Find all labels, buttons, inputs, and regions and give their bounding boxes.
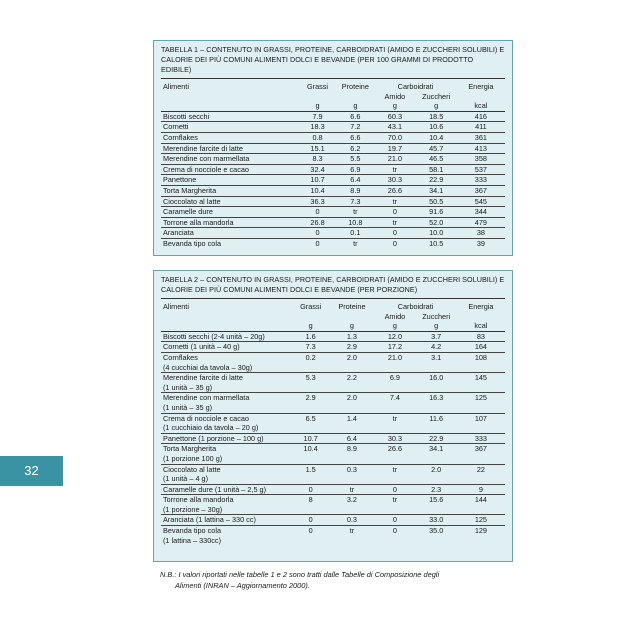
value-cell: 0 xyxy=(315,228,320,238)
food-name-cell: Bevanda tipo cola (1 lattina – 330cc) xyxy=(163,526,222,545)
table-row xyxy=(161,185,505,196)
value-cell: 10.4 xyxy=(310,185,325,195)
value-cell: tr xyxy=(353,238,358,248)
value-cell: 15.6 xyxy=(429,495,444,505)
table1-panel xyxy=(153,40,513,256)
value-cell: 8 xyxy=(308,495,313,505)
table-row xyxy=(161,464,505,484)
value-cell: 22 xyxy=(476,464,485,474)
value-cell: 537 xyxy=(474,164,487,174)
value-cell: 10.4 xyxy=(429,132,444,142)
value-cell: 18.5 xyxy=(429,111,444,121)
value-cell: 0.1 xyxy=(350,228,361,238)
value-cell: 6.6 xyxy=(350,111,361,121)
food-name-cell: Cornflakes xyxy=(163,132,198,142)
table1-title: TABELLA 1 – CONTENUTO IN GRASSI, PROTEINE, CARBOIDRATI (AMIDO E ZUCCHERI SOLUBILI) E CALORIE DEI PIÙ COMUNI ALIMENTI DOLCI E BEVANDE (PER 100 GRAMMI DI PRODOTTO EDIBILE) xyxy=(161,45,505,74)
value-cell: 9 xyxy=(478,484,483,494)
value-cell: 60.3 xyxy=(387,111,402,121)
value-cell: 6.6 xyxy=(350,132,361,142)
value-cell: 333 xyxy=(474,175,487,185)
food-name-cell: Merendine con marmellata (1 unità – 35 g) xyxy=(163,393,250,412)
value-cell: 30.3 xyxy=(387,175,402,185)
value-cell: 0 xyxy=(315,238,320,248)
value-cell: 35.0 xyxy=(429,526,444,536)
value-cell: 10.4 xyxy=(303,444,318,454)
value-cell: 125 xyxy=(474,515,487,525)
value-cell: 0 xyxy=(392,515,397,525)
value-cell: 333 xyxy=(474,433,487,443)
value-cell: 0 xyxy=(392,207,397,217)
value-cell: 0 xyxy=(308,515,313,525)
value-cell: 144 xyxy=(474,495,487,505)
table1 xyxy=(161,78,505,249)
value-cell: 12.0 xyxy=(387,331,403,341)
unit-proteine: g xyxy=(336,101,374,111)
value-cell: 33.0 xyxy=(429,515,444,525)
value-cell: 22.9 xyxy=(429,433,444,443)
food-name-cell: Cioccolato al latte (1 unità – 4 g) xyxy=(163,464,221,484)
value-cell: 17.2 xyxy=(387,342,403,352)
value-cell: 7.2 xyxy=(350,122,361,132)
value-cell: 108 xyxy=(474,352,487,362)
col-header-carboidrati: Carboidrati xyxy=(374,79,457,92)
food-name-cell: Torrone alla mandorla xyxy=(163,217,234,227)
value-cell: tr xyxy=(392,464,398,474)
value-cell: 4.2 xyxy=(431,342,442,352)
food-name-cell: Torta Margherita (1 porzione 100 g) xyxy=(163,444,223,463)
value-cell: 16.0 xyxy=(429,373,444,383)
table-row xyxy=(161,515,505,526)
value-cell: 1.3 xyxy=(346,331,357,341)
table-row xyxy=(161,495,505,515)
value-cell: 145 xyxy=(474,373,487,383)
table1-body xyxy=(161,111,505,248)
value-cell: 2.9 xyxy=(346,342,357,352)
value-cell: 34.1 xyxy=(429,444,444,454)
footnote-line-2: Alimenti (INRAN – Aggiornamento 2000). xyxy=(175,580,310,590)
food-name-cell: Panettone (1 porzione – 100 g) xyxy=(163,433,264,443)
table-row xyxy=(161,132,505,143)
col-header-alimenti: Alimenti xyxy=(161,299,292,312)
food-name-cell: Cioccolato al latte xyxy=(163,196,221,206)
table-row xyxy=(161,122,505,133)
value-cell: 6.2 xyxy=(350,143,361,153)
value-cell: 125 xyxy=(474,393,487,403)
value-cell: 38 xyxy=(476,228,485,238)
value-cell: 32.4 xyxy=(310,164,325,174)
food-name-cell: Panettone xyxy=(163,175,197,185)
value-cell: 50.5 xyxy=(429,196,444,206)
value-cell: 0 xyxy=(315,207,320,217)
value-cell: 0.8 xyxy=(312,132,323,142)
value-cell: tr xyxy=(392,164,398,174)
value-cell: 10.0 xyxy=(429,228,444,238)
table-row xyxy=(161,413,505,433)
footnote-line-1: N.B.: I valori riportati nelle tabelle 1 e 2 sono tratti dalle Tabelle di Composizione degli xyxy=(160,570,440,579)
food-name-cell: Crema di nocciole e cacao xyxy=(163,164,249,174)
table-row xyxy=(161,444,505,464)
table-row xyxy=(161,526,505,546)
value-cell: tr xyxy=(353,207,358,217)
col-header-amido: Amido xyxy=(384,91,406,101)
value-cell: 0.3 xyxy=(346,515,357,525)
col-header-grassi: Grassi xyxy=(292,299,330,312)
value-cell: 545 xyxy=(474,196,487,206)
food-name-cell: Crema di nocciole e cacao (1 cucchiaio da tavola – 20 g) xyxy=(163,413,259,433)
value-cell: 21.0 xyxy=(387,154,402,164)
value-cell: tr xyxy=(392,495,398,505)
value-cell: 1.5 xyxy=(305,464,316,474)
value-cell: 7.3 xyxy=(350,196,361,206)
value-cell: 3.1 xyxy=(431,352,442,362)
unit-energia: kcal xyxy=(457,101,505,111)
value-cell: 10.7 xyxy=(303,433,318,443)
table-row xyxy=(161,217,505,228)
table-row xyxy=(161,143,505,154)
value-cell: tr xyxy=(392,196,398,206)
value-cell: 26.8 xyxy=(310,217,325,227)
food-name-cell: Caramelle dure (1 unità – 2,5 g) xyxy=(163,484,267,494)
value-cell: 479 xyxy=(474,217,487,227)
table-row xyxy=(161,196,505,207)
table-row xyxy=(161,433,505,444)
value-cell: 26.6 xyxy=(387,185,402,195)
value-cell: 39 xyxy=(476,238,485,248)
value-cell: 10.5 xyxy=(429,238,444,248)
table-row xyxy=(161,207,505,218)
value-cell: 2.9 xyxy=(305,393,316,403)
value-cell: 0 xyxy=(392,526,397,536)
value-cell: tr xyxy=(392,413,398,423)
value-cell: 34.1 xyxy=(429,185,444,195)
food-name-cell: Biscotti secchi xyxy=(163,111,210,121)
unit-amido: g xyxy=(374,101,415,111)
table2 xyxy=(161,298,505,545)
value-cell: 36.3 xyxy=(310,196,325,206)
value-cell: tr xyxy=(349,526,355,536)
value-cell: 6.4 xyxy=(346,433,357,443)
table-row xyxy=(161,238,505,248)
table-row xyxy=(161,154,505,165)
col-header-carboidrati: Carboidrati xyxy=(374,299,457,312)
col-header-zuccheri: Zuccheri xyxy=(422,311,451,321)
value-cell: 0 xyxy=(392,228,397,238)
value-cell: 1.6 xyxy=(305,331,316,341)
value-cell: 416 xyxy=(474,111,487,121)
table-row xyxy=(161,175,505,186)
value-cell: 52.0 xyxy=(429,217,444,227)
value-cell: 411 xyxy=(475,122,487,132)
table2-panel xyxy=(153,270,513,562)
value-cell: 10.7 xyxy=(310,175,325,185)
value-cell: 2.0 xyxy=(346,393,357,403)
food-name-cell: Torrone alla mandorla (1 porzione – 30g) xyxy=(163,495,234,514)
unit-amido: g xyxy=(374,321,415,331)
table-row xyxy=(161,393,505,413)
value-cell: 107 xyxy=(474,413,487,423)
unit-zuccheri: g xyxy=(416,101,457,111)
food-name-cell: Caramelle dure xyxy=(163,207,213,217)
unit-zuccheri: g xyxy=(416,321,457,331)
value-cell: 18.3 xyxy=(310,122,325,132)
value-cell: 2.0 xyxy=(346,352,357,362)
value-cell: 0 xyxy=(308,484,313,494)
value-cell: 6.4 xyxy=(350,175,361,185)
value-cell: 0.2 xyxy=(305,352,316,362)
food-name-cell: Cornetti (1 unità – 40 g) xyxy=(163,342,240,352)
unit-grassi: g xyxy=(299,101,337,111)
value-cell: 358 xyxy=(474,154,487,164)
page-number: 32 xyxy=(0,456,63,486)
value-cell: 5.3 xyxy=(305,373,316,383)
value-cell: 1.4 xyxy=(346,413,357,423)
value-cell: 361 xyxy=(474,132,487,142)
value-cell: tr xyxy=(392,217,398,227)
value-cell: 46.5 xyxy=(429,154,444,164)
value-cell: 164 xyxy=(474,342,487,352)
unit-energia: kcal xyxy=(457,321,505,331)
value-cell: 7.9 xyxy=(312,111,323,121)
value-cell: 45.7 xyxy=(429,143,444,153)
value-cell: 367 xyxy=(474,444,487,454)
value-cell: 6.9 xyxy=(350,164,361,174)
col-header-proteine: Proteine xyxy=(330,299,375,312)
value-cell: 58.1 xyxy=(429,164,444,174)
table-row xyxy=(161,342,505,353)
col-header-grassi: Grassi xyxy=(299,79,337,92)
value-cell: 8.9 xyxy=(350,185,361,195)
value-cell: 0 xyxy=(392,238,397,248)
col-header-energia: Energia xyxy=(457,299,505,312)
table2-body xyxy=(161,331,505,545)
value-cell: 21.0 xyxy=(387,352,403,362)
value-cell: 0 xyxy=(392,484,397,494)
value-cell: 83 xyxy=(476,331,485,341)
food-name-cell: Aranciata xyxy=(163,228,194,238)
food-name-cell: Merendine farcite di latte xyxy=(163,143,243,153)
table-row xyxy=(161,352,505,372)
value-cell: 7.3 xyxy=(305,342,316,352)
value-cell: 11.6 xyxy=(429,413,444,423)
value-cell: 70.0 xyxy=(387,132,402,142)
value-cell: 43.1 xyxy=(387,122,402,132)
value-cell: 2.2 xyxy=(346,373,357,383)
table-row xyxy=(161,484,505,495)
value-cell: 10.8 xyxy=(348,217,363,227)
value-cell: 10.6 xyxy=(429,122,444,132)
value-cell: 91.6 xyxy=(429,207,444,217)
food-name-cell: Cornflakes (4 cucchiai da tavola – 30g) xyxy=(163,352,253,372)
value-cell: 30.3 xyxy=(387,433,403,443)
value-cell: 367 xyxy=(474,185,487,195)
food-name-cell: Merendine farcite di latte (1 unità – 35 g) xyxy=(163,373,243,392)
value-cell: tr xyxy=(349,484,355,494)
unit-proteine: g xyxy=(330,321,375,331)
table-row xyxy=(161,111,505,122)
food-name-cell: Biscotti secchi (2-4 unità – 20g) xyxy=(163,331,265,341)
table-row xyxy=(161,331,505,342)
col-header-alimenti: Alimenti xyxy=(161,79,299,92)
value-cell: 8.9 xyxy=(346,444,357,454)
value-cell: 26.6 xyxy=(387,444,403,454)
value-cell: 6.5 xyxy=(305,413,316,423)
value-cell: 2.3 xyxy=(431,484,442,494)
value-cell: 8.3 xyxy=(312,154,323,164)
table-row xyxy=(161,164,505,175)
value-cell: 5.5 xyxy=(350,154,361,164)
value-cell: 129 xyxy=(474,526,487,536)
food-name-cell: Torta Margherita xyxy=(163,185,217,195)
col-header-zuccheri: Zuccheri xyxy=(422,91,451,101)
value-cell: 0 xyxy=(308,526,313,536)
value-cell: 2.0 xyxy=(431,464,442,474)
value-cell: 16.3 xyxy=(429,393,444,403)
table-row xyxy=(161,373,505,393)
value-cell: 413 xyxy=(474,143,487,153)
col-header-proteine: Proteine xyxy=(336,79,374,92)
footnote xyxy=(160,570,520,591)
value-cell: 3.7 xyxy=(431,331,442,341)
unit-grassi: g xyxy=(292,321,330,331)
food-name-cell: Bevanda tipo cola xyxy=(163,238,222,248)
value-cell: 7.4 xyxy=(389,393,400,403)
value-cell: 0.3 xyxy=(346,464,357,474)
food-name-cell: Aranciata (1 lattina – 330 cc) xyxy=(163,515,256,525)
value-cell: 15.1 xyxy=(310,143,325,153)
food-name-cell: Cornetti xyxy=(163,122,189,132)
col-header-energia: Energia xyxy=(457,79,505,92)
value-cell: 344 xyxy=(474,207,487,217)
col-header-amido: Amido xyxy=(384,311,406,321)
food-name-cell: Merendine con marmellata xyxy=(163,154,250,164)
value-cell: 19.7 xyxy=(387,143,402,153)
value-cell: 6.9 xyxy=(389,373,400,383)
table-row xyxy=(161,228,505,239)
value-cell: 22.9 xyxy=(429,175,444,185)
table2-title: TABELLA 2 – CONTENUTO IN GRASSI, PROTEINE, CARBOIDRATI (AMIDO E ZUCCHERI SOLUBILI) E CALORIE DEI PIÙ COMUNI ALIMENTI DOLCI E BEVANDE (PER PORZIONE) xyxy=(161,275,505,294)
value-cell: 3.2 xyxy=(346,495,357,505)
